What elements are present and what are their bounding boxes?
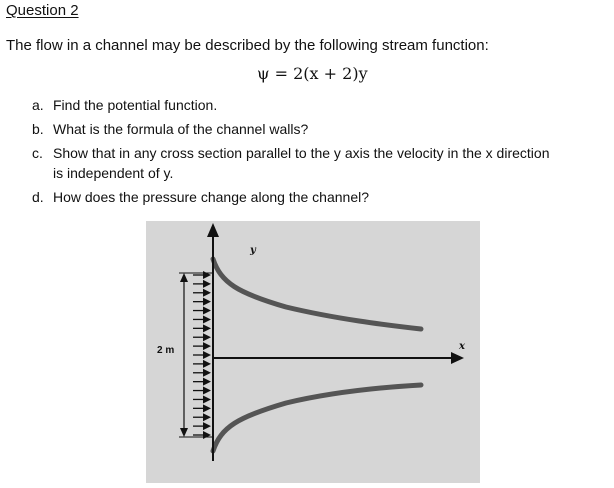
question-marker: d. [32,189,44,205]
channel-flow-figure [146,221,480,483]
channel-width-label: 2 m [157,345,175,356]
y-axis-label: y [250,245,256,256]
question-text: Find the potential function. [53,97,218,113]
question-heading: Question 2 [6,2,79,19]
x-axis-label: x [459,341,465,352]
question-marker: b. [32,121,44,137]
question-text: What is the formula of the channel walls? [53,121,309,137]
question-marker: a. [32,97,44,113]
question-text: Show that in any cross section parallel to the y axis the velocity in the x direction [53,145,550,161]
question-text: How does the pressure change along the channel? [53,189,369,205]
channel-diagram [146,221,480,483]
question-text-continuation: is independent of y. [53,165,174,181]
stream-function-equation: ψ = 2(x + 2)y [257,64,368,83]
intro-text: The flow in a channel may be described by the following stream function: [6,37,489,54]
figure-background [146,221,480,483]
question-marker: c. [32,145,43,161]
